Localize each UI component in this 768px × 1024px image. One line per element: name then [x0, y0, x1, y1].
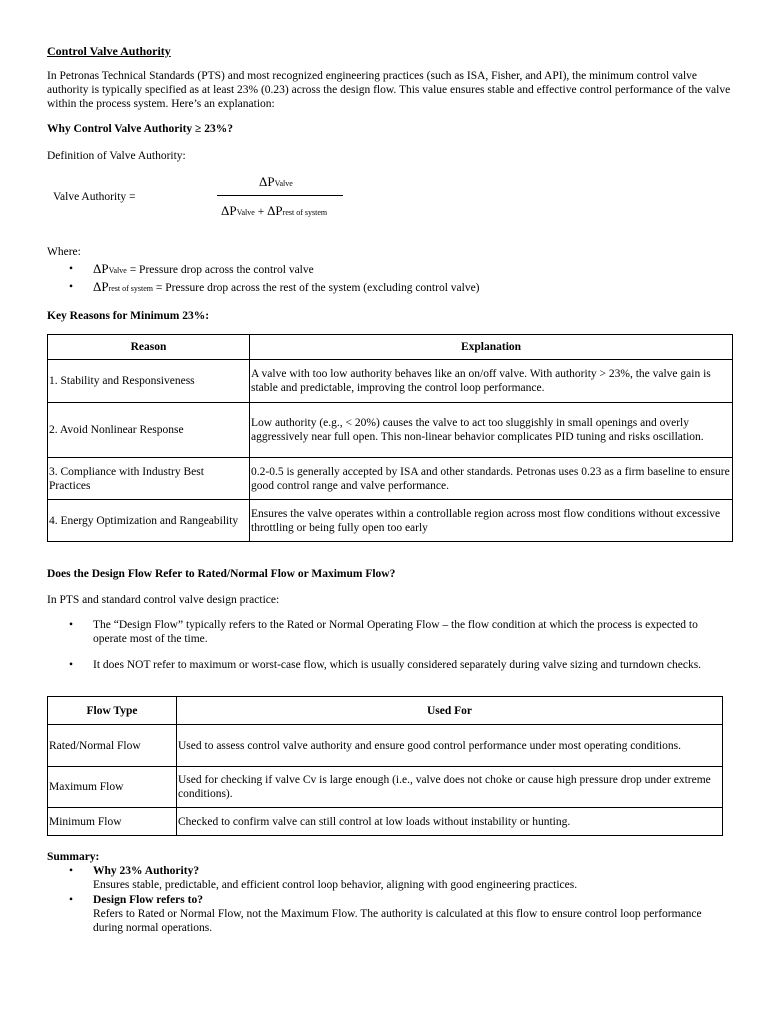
table-cell: 0.2-0.5 is generally accepted by ISA and other standards. Petronas uses 0.23 as a firm baseline to ensure good control range and valve performance.	[250, 458, 733, 500]
definition-label: Definition of Valve Authority:	[47, 150, 186, 162]
plus-sign: +	[254, 206, 268, 218]
table-row	[48, 725, 723, 767]
bullet: •	[69, 865, 74, 877]
table-cell: Used to assess control valve authority and ensure good control performance under most operating conditions.	[177, 725, 723, 767]
reasons-table	[47, 334, 733, 542]
formula-lhs: Valve Authority =	[53, 191, 136, 203]
column-header: Flow Type	[48, 697, 177, 725]
bullet: •	[69, 894, 74, 906]
formula-numerator	[259, 175, 293, 191]
fraction-bar	[217, 195, 343, 196]
design-flow-item	[47, 658, 737, 672]
delta-p: ΔP	[259, 174, 275, 189]
table-row	[48, 458, 733, 500]
table-row	[48, 500, 733, 542]
table-row	[48, 767, 723, 808]
summary-item-title: Why 23% Authority?	[93, 865, 200, 877]
bullet: •	[69, 659, 74, 671]
where-item	[47, 262, 737, 276]
table-cell: 2. Avoid Nonlinear Response	[48, 403, 250, 458]
where-item-text: = Pressure drop across the rest of the system (excluding control valve)	[153, 282, 480, 294]
summary-item-text: Refers to Rated or Normal Flow, not the Maximum Flow. The authority is calculated at this flow to ensure control loop performance during normal operations.	[93, 908, 702, 934]
summary-item-text: Ensures stable, predictable, and efficient control loop behavior, aligning with good engineering practices.	[93, 879, 578, 891]
table-cell: Used for checking if valve Cv is large enough (i.e., valve does not choke or cause high pressure drop under extreme conditions).	[177, 767, 723, 808]
valve-subscript: Valve	[274, 179, 293, 188]
table-cell: Rated/Normal Flow	[48, 725, 177, 767]
table-row	[48, 360, 733, 403]
flow-table	[47, 696, 723, 836]
table-header-row	[48, 697, 723, 725]
column-header: Used For	[177, 697, 723, 725]
why-heading: Why Control Valve Authority ≥ 23%?	[47, 123, 233, 135]
design-flow-item-text: The “Design Flow” typically refers to the Rated or Normal Operating Flow – the flow condition at which the process is expected to operate most of the time.	[93, 619, 698, 645]
valve-subscript: Valve	[108, 266, 127, 275]
intro-paragraph: In Petronas Technical Standards (PTS) and most recognized engineering practices (such as ISA, Fisher, and API), the minimum control valve authority is typically specified as at least 23% (0.23) across the design flow. This value ensures stable and effective control performance of the valve within the process system. Here’s an explanation:	[47, 70, 731, 110]
table-cell: Ensures the valve operates within a controllable region across most flow conditions without excessive throttling or being fully open too early	[250, 500, 733, 542]
where-item	[47, 280, 737, 294]
summary-item-title: Design Flow refers to?	[93, 894, 203, 906]
where-label: Where:	[47, 246, 81, 258]
design-flow-item	[47, 618, 737, 646]
table-cell: 3. Compliance with Industry Best Practices	[48, 458, 250, 500]
delta-p: ΔP	[221, 203, 237, 218]
summary-item	[47, 893, 737, 935]
table-cell: 1. Stability and Responsiveness	[48, 360, 250, 403]
column-header: Reason	[48, 335, 250, 360]
summary-heading: Summary:	[47, 851, 100, 863]
document-title: Control Valve Authority	[47, 44, 171, 58]
summary-item	[47, 864, 737, 892]
delta-p: ΔP	[93, 279, 109, 294]
rest-subscript: rest of system	[282, 208, 328, 217]
design-flow-intro: In PTS and standard control valve design practice:	[47, 594, 280, 606]
design-flow-item-text: It does NOT refer to maximum or worst-case flow, which is usually considered separately during valve sizing and turndown checks.	[93, 659, 702, 671]
valve-subscript: Valve	[236, 208, 255, 217]
table-cell: Maximum Flow	[48, 767, 177, 808]
bullet: •	[69, 263, 74, 275]
where-item-text: = Pressure drop across the control valve	[126, 264, 314, 276]
bullet: •	[69, 281, 74, 293]
table-header-row	[48, 335, 733, 360]
column-header: Explanation	[250, 335, 733, 360]
delta-p: ΔP	[267, 203, 283, 218]
design-flow-heading: Does the Design Flow Refer to Rated/Normal Flow or Maximum Flow?	[47, 568, 396, 580]
table-cell: Low authority (e.g., < 20%) causes the valve to act too sluggishly in small openings and overly aggressively near full open. This non-linear behavior complicates PID tuning and risks oscillation.	[250, 403, 733, 458]
delta-p: ΔP	[93, 261, 109, 276]
table-row	[48, 808, 723, 836]
key-reasons-heading: Key Reasons for Minimum 23%:	[47, 310, 210, 322]
table-cell: 4. Energy Optimization and Rangeability	[48, 500, 250, 542]
table-cell: Minimum Flow	[48, 808, 177, 836]
formula-denominator	[221, 204, 327, 220]
table-cell: A valve with too low authority behaves like an on/off valve. With authority > 23%, the valve gain is stable and predictable, improving the control loop performance.	[250, 360, 733, 403]
bullet: •	[69, 619, 74, 631]
rest-subscript: rest of system	[108, 284, 154, 293]
table-cell: Checked to confirm valve can still control at low loads without instability or hunting.	[177, 808, 723, 836]
table-row	[48, 403, 733, 458]
